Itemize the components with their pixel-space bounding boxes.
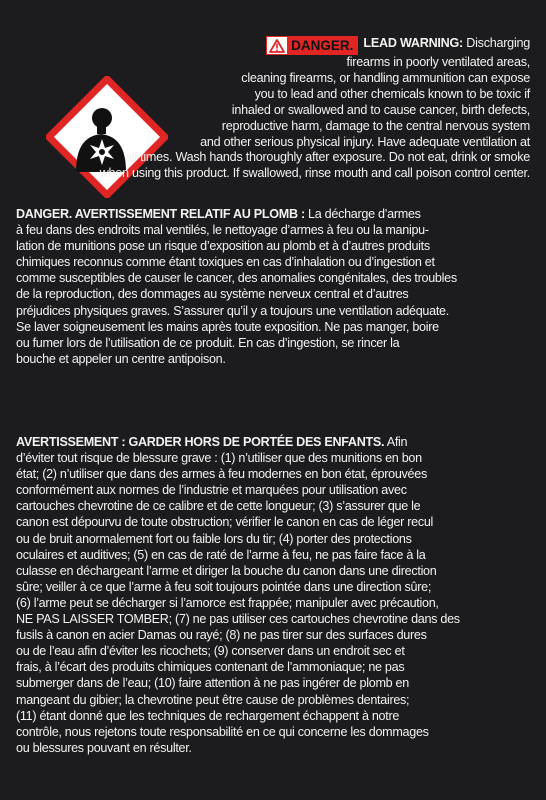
children-line: frais, à l’écart des produits chimiques contenant de l’ammoniaque; ne pas: [16, 660, 405, 675]
fr-line: ou fumer lors de l’utilisation de ce produit. En cas d’ingestion, se rincer la: [16, 335, 400, 350]
children-heading: AVERTISSEMENT : GARDER HORS DE PORTÉE DES ENFANTS.: [16, 435, 385, 449]
fr-line: bouche et appeler un centre antipoison.: [16, 351, 226, 366]
children-line: ou de l’eau afin d’éviter les ricochets; (9) conserver dans un endroit sec et: [16, 644, 405, 659]
fr-line: à feu dans des endroits mal ventilés, le nettoyage d’armes à feu ou la manipu-: [16, 223, 429, 238]
children-line: (11) étant donné que les techniques de rechargement échappent à notre: [16, 708, 400, 723]
lead-warning-heading: LEAD WARNING:: [363, 36, 463, 50]
en-line: inhaled or swallowed and to cause cancer, birth defects,: [231, 102, 530, 117]
children-line: NE PAS LAISSER TOMBER; (7) ne pas utiliser ces cartouches chevrotine dans des: [16, 612, 460, 627]
children-line: état; (2) n’utiliser que dans des armes à feu modernes en bon état, éprouvées: [16, 467, 427, 482]
danger-badge-label: DANGER.: [291, 38, 354, 53]
children-line: cartouches chevrotine de ce calibre et de cette longueur; (3) s’assurer que le: [16, 499, 421, 514]
children-line: ou blessures pouvant en résulter.: [16, 740, 192, 755]
fr-line: Se laver soigneusement les mains après toute exposition. Ne pas manger, boire: [16, 319, 439, 334]
children-line: culasse en déchargeant l’arme et diriger la bouche du canon dans une direction: [16, 563, 437, 578]
children-line: contrôle, nous rejetons toute responsabilité en ce qui concerne les dommages: [16, 724, 429, 739]
children-line: conformément aux normes de l’industrie et marquées pour utilisation avec: [16, 483, 407, 498]
fr-line: lation de munitions pose un risque d’exposition au plomb et à d’autres produits: [16, 239, 430, 254]
children-line: (6) l’arme peut se décharger si l’amorce est frappée; manipuler avec précaution,: [16, 595, 439, 610]
lead-warning-fr: [16, 206, 530, 367]
en-line: reproductive harm, damage to the central nervous system: [221, 118, 530, 133]
children-line: d’éviter tout risque de blessure grave : (1) n’utiliser que des munitions en bon: [16, 451, 422, 466]
en-line: and other serious physical injury. Have adequate ventilation at: [200, 134, 530, 149]
fr-line: de la reproduction, des dommages au système nerveux central et d’autres: [16, 287, 409, 302]
children-line: Afin: [384, 435, 408, 449]
lead-warning-en: [16, 36, 530, 182]
danger-badge: [266, 36, 358, 55]
children-line: sûre; veiller à ce que l’arme à feu soit toujours pointée dans une direction sûre;: [16, 579, 432, 594]
children-warning-fr: [16, 434, 530, 756]
children-line: fusils à canon en acier Damas ou rayé; (8) ne pas tirer sur des surfaces dures: [16, 628, 427, 643]
warning-label: [16, 36, 530, 796]
en-line: firearms in poorly ventilated areas,: [346, 55, 530, 69]
en-line: you to lead and other chemicals known to be toxic if: [254, 86, 530, 101]
children-line: oculaires et auditives; (5) en cas de raté de l’arme à feu, ne pas faire face à la: [16, 547, 426, 562]
en-line: cleaning firearms, or handling ammunition can expose: [241, 70, 530, 85]
children-line: canon est dépourvu de toute obstruction; vérifier le canon en cas de léger recul: [16, 515, 434, 530]
fr-line: comme susceptibles de causer le cancer, des anomalies congénitales, des troubles: [16, 271, 457, 286]
children-line: submerger dans de l’eau; (10) faire attention à ne pas ingérer de plomb en: [16, 676, 409, 691]
children-line: mangeant du gibier; la chevrotine peut être cause de problèmes dentaires;: [16, 692, 410, 707]
fr-line: préjudices physiques graves. S’assurer qu’il y a toujours une ventilation adéquate.: [16, 303, 449, 318]
en-line: Discharging: [463, 36, 530, 50]
children-line: ou de bruit anormalement fort ou faible lors du tir; (4) porter des protections: [16, 531, 412, 546]
en-line: when using this product. If swallowed, rinse mouth and call poison control center.: [99, 166, 530, 181]
fr-heading: DANGER. AVERTISSEMENT RELATIF AU PLOMB :: [16, 207, 305, 221]
warning-triangle-icon: [267, 37, 287, 54]
fr-line: La décharge d’armes: [304, 207, 421, 221]
en-line: all times. Wash hands thoroughly after exposure. Do not eat, drink or smoke: [125, 150, 530, 165]
fr-line: chimiques reconnus comme étant toxiques en cas d’inhalation ou d’ingestion et: [16, 255, 435, 270]
